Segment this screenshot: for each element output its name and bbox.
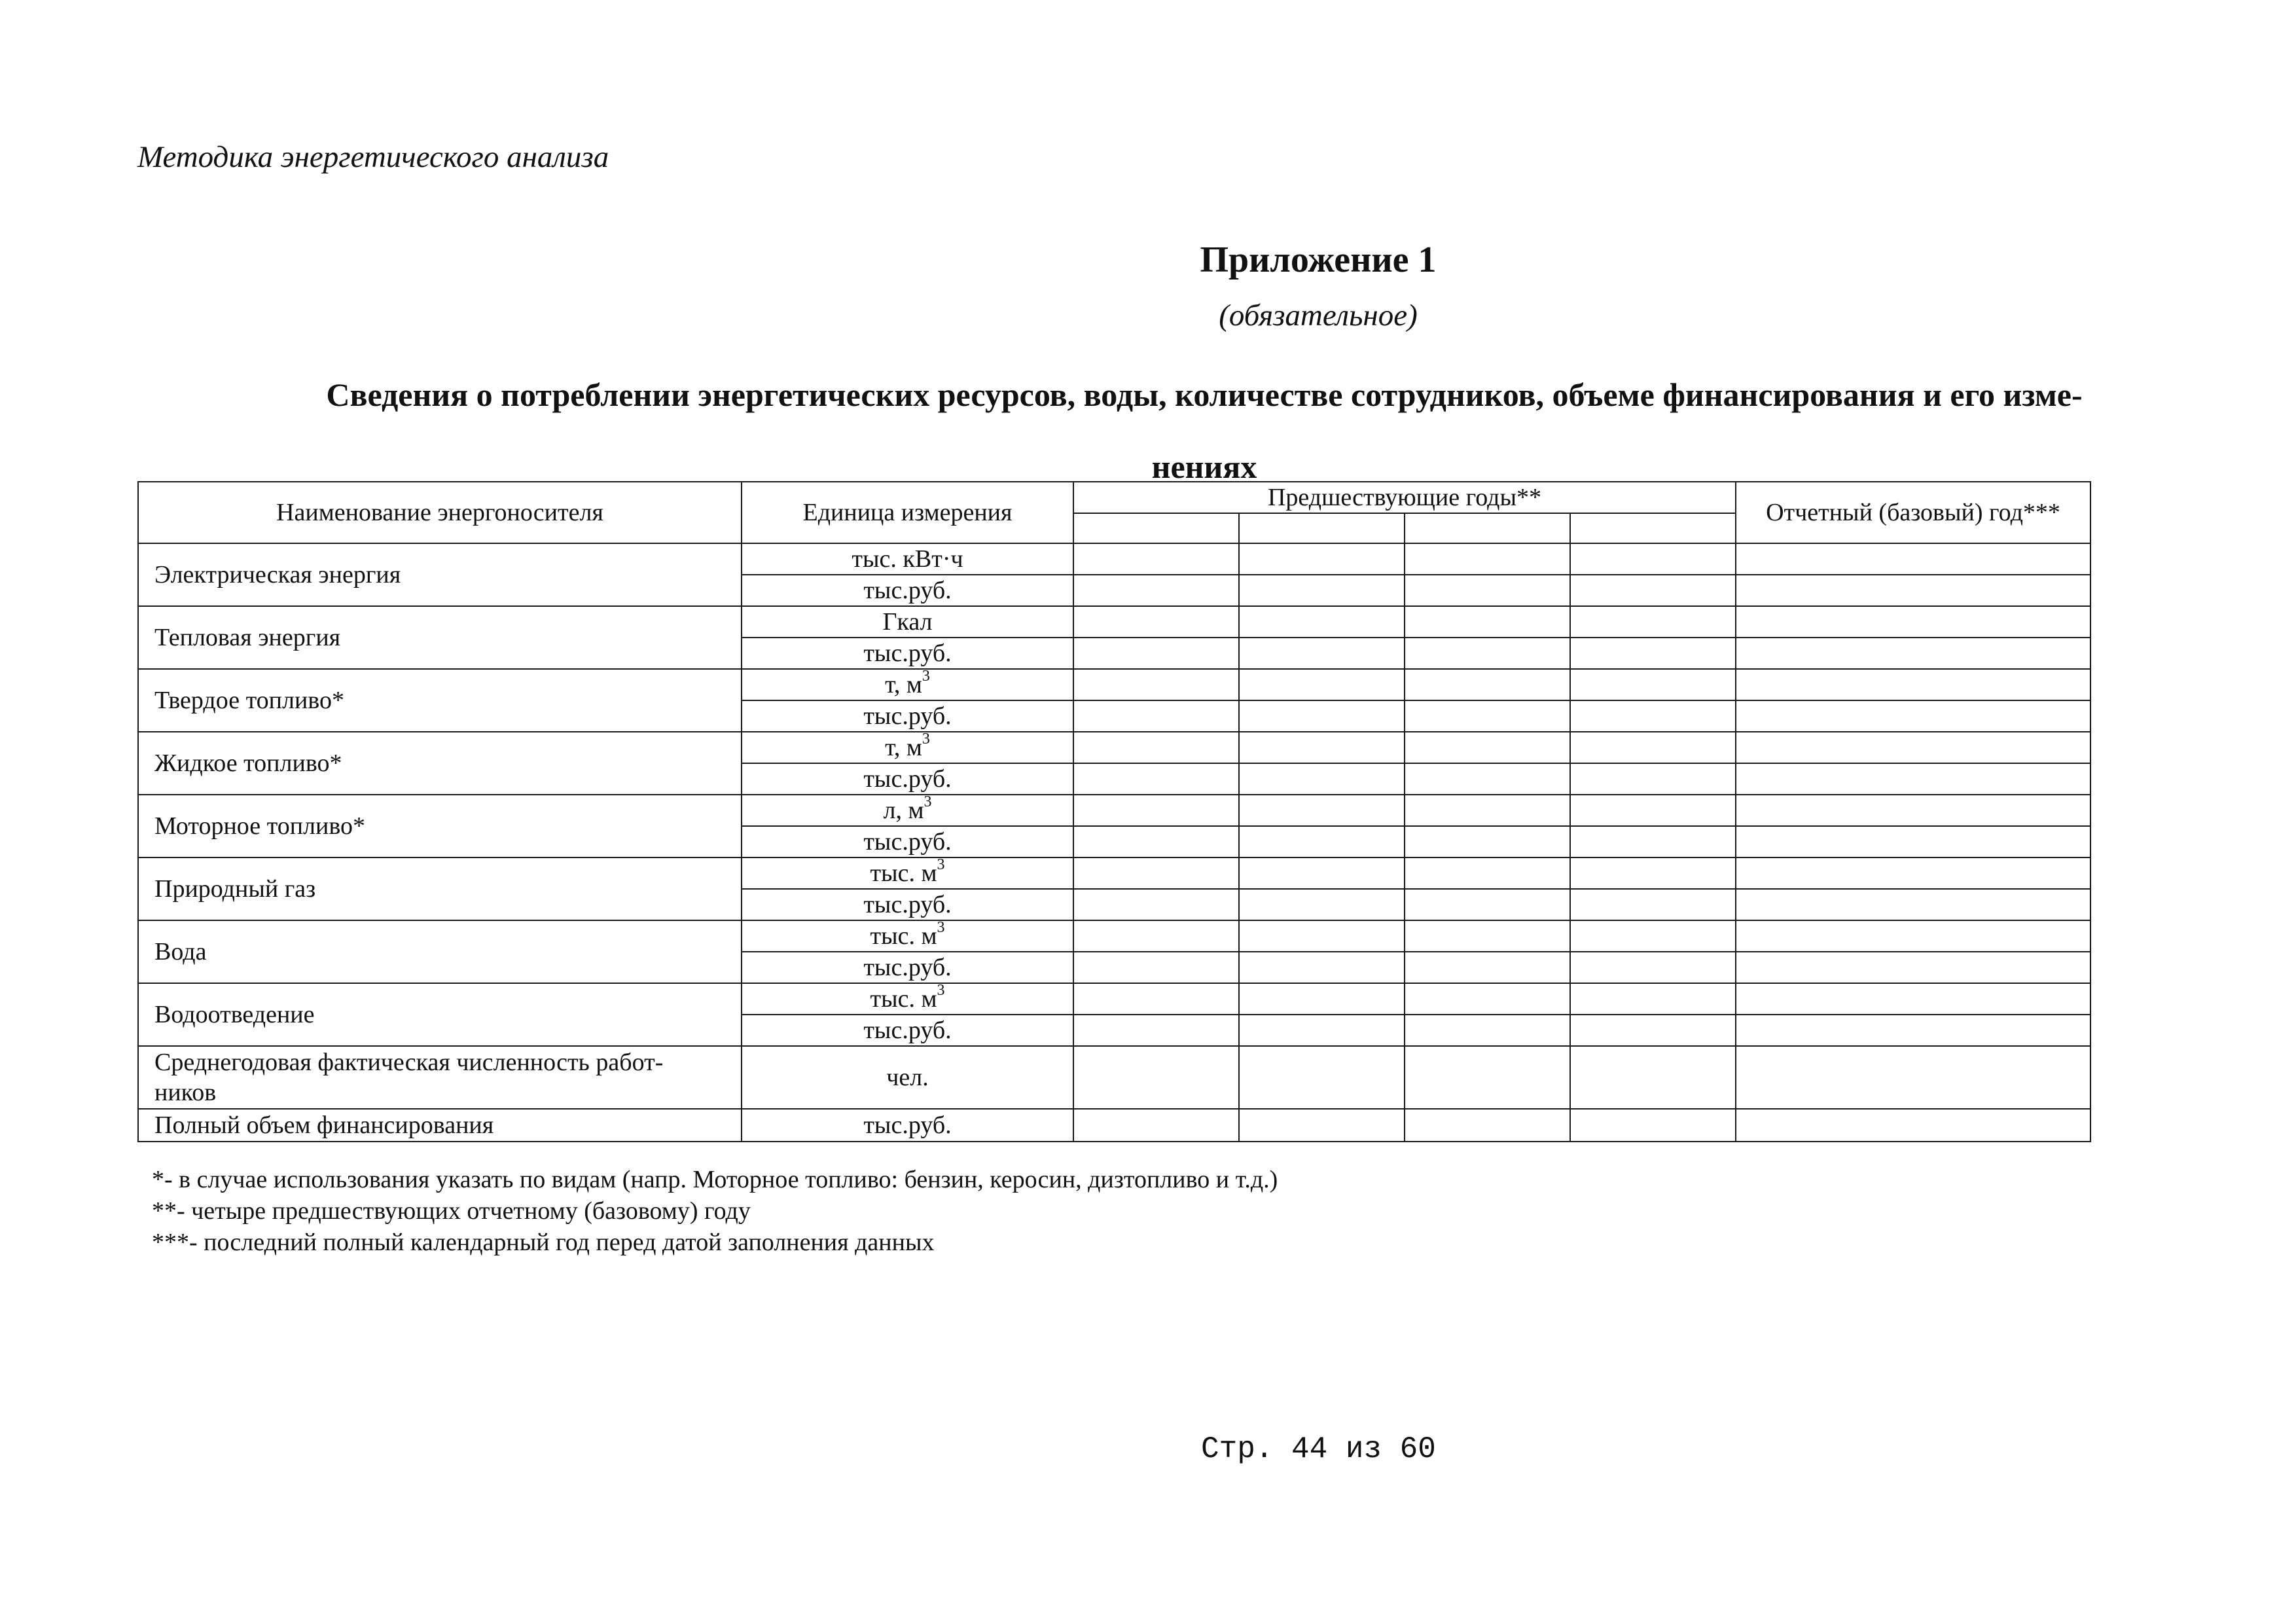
previous-year-3-header-cell[interactable] — [1405, 513, 1570, 543]
value-cell[interactable] — [1570, 543, 1736, 575]
energy-consumption-table — [137, 481, 2091, 1142]
value-cell[interactable] — [1736, 889, 2090, 920]
value-cell[interactable] — [1073, 732, 1239, 763]
resource-cost-unit — [742, 889, 1073, 920]
column-header-unit: Единица измерения — [742, 482, 1073, 543]
value-cell[interactable] — [1239, 889, 1405, 920]
funding-row-label: Полный объем финансирования — [138, 1109, 742, 1142]
previous-year-4-header-cell[interactable] — [1570, 513, 1736, 543]
value-cell[interactable] — [1570, 1015, 1736, 1046]
value-cell[interactable] — [1736, 543, 2090, 575]
value-cell[interactable] — [1570, 889, 1736, 920]
unit-superscript: 3 — [922, 731, 930, 748]
running-header: Методика энергетического анализа — [137, 140, 609, 174]
value-cell[interactable] — [1570, 857, 1736, 889]
value-cell[interactable] — [1405, 1109, 1570, 1142]
value-cell[interactable] — [1405, 889, 1570, 920]
value-cell[interactable] — [1405, 700, 1570, 732]
value-cell[interactable] — [1736, 1015, 2090, 1046]
staff-row-label-line-1: Среднегодовая фактическая численность работ- — [154, 1049, 664, 1076]
unit-text: тыс.руб. — [863, 702, 952, 730]
value-cell[interactable] — [1405, 826, 1570, 857]
value-cell[interactable] — [1405, 920, 1570, 952]
table-row — [138, 669, 2090, 700]
value-cell[interactable] — [1239, 1015, 1405, 1046]
appendix-subtitle: (обязательное) — [1219, 298, 1418, 333]
value-cell[interactable] — [1736, 638, 2090, 669]
value-cell[interactable] — [1736, 575, 2090, 606]
table-row — [138, 857, 2090, 889]
resource-unit — [742, 669, 1073, 700]
value-cell[interactable] — [1239, 920, 1405, 952]
value-cell[interactable] — [1239, 543, 1405, 575]
value-cell[interactable] — [1736, 606, 2090, 638]
value-cell[interactable] — [1239, 669, 1405, 700]
resource-name: Твердое топливо* — [138, 669, 742, 732]
unit-text: Гкал — [882, 608, 933, 636]
resource-name: Тепловая энергия — [138, 606, 742, 669]
unit-text: тыс.руб. — [863, 640, 952, 667]
unit-superscript: 3 — [922, 668, 930, 685]
resource-name: Жидкое топливо* — [138, 732, 742, 795]
table-row — [138, 795, 2090, 826]
value-cell[interactable] — [1239, 763, 1405, 795]
unit-superscript: 3 — [924, 793, 932, 811]
value-cell[interactable] — [1405, 543, 1570, 575]
resource-unit — [742, 857, 1073, 889]
value-cell[interactable] — [1073, 826, 1239, 857]
footnote-2: **- четыре предшествующих отчетному (базовому) году — [152, 1197, 751, 1225]
value-cell[interactable] — [1239, 575, 1405, 606]
footnote-1: *- в случае использования указать по видам (напр. Моторное топливо: бензин, керосин, дизтопливо и т.д.) — [152, 1166, 1278, 1193]
value-cell[interactable] — [1405, 795, 1570, 826]
column-header-reporting-year: Отчетный (базовый) год*** — [1736, 482, 2090, 543]
value-cell[interactable] — [1239, 983, 1405, 1015]
value-cell[interactable] — [1073, 857, 1239, 889]
column-header-previous-years: Предшествующие годы** — [1073, 482, 1736, 513]
value-cell[interactable] — [1570, 1046, 1736, 1109]
value-cell[interactable] — [1239, 732, 1405, 763]
value-cell[interactable] — [1405, 606, 1570, 638]
resource-cost-unit — [742, 575, 1073, 606]
value-cell[interactable] — [1736, 763, 2090, 795]
value-cell[interactable] — [1405, 638, 1570, 669]
value-cell[interactable] — [1073, 700, 1239, 732]
value-cell[interactable] — [1405, 732, 1570, 763]
value-cell[interactable] — [1570, 983, 1736, 1015]
unit-superscript: 3 — [937, 856, 945, 874]
value-cell[interactable] — [1073, 606, 1239, 638]
unit-text: тыс. м — [870, 922, 937, 950]
value-cell[interactable] — [1736, 1109, 2090, 1142]
resource-name: Вода — [138, 920, 742, 983]
funding-row-unit: тыс.руб. — [742, 1109, 1073, 1142]
value-cell[interactable] — [1570, 1109, 1736, 1142]
value-cell[interactable] — [1736, 795, 2090, 826]
value-cell[interactable] — [1405, 983, 1570, 1015]
value-cell[interactable] — [1239, 857, 1405, 889]
value-cell[interactable] — [1239, 638, 1405, 669]
value-cell[interactable] — [1239, 606, 1405, 638]
unit-text: тыс.руб. — [863, 1017, 952, 1044]
value-cell[interactable] — [1073, 543, 1239, 575]
table-row — [138, 543, 2090, 575]
resource-cost-unit — [742, 826, 1073, 857]
value-cell[interactable] — [1239, 795, 1405, 826]
value-cell[interactable] — [1073, 763, 1239, 795]
value-cell[interactable] — [1570, 826, 1736, 857]
value-cell[interactable] — [1405, 1046, 1570, 1109]
value-cell[interactable] — [1239, 1109, 1405, 1142]
value-cell[interactable] — [1570, 952, 1736, 983]
heading-line-1: Сведения о потреблении энергетических ресурсов, воды, количестве сотрудников, объеме финансирования и его изме- — [326, 376, 2083, 413]
value-cell[interactable] — [1736, 920, 2090, 952]
unit-text: тыс. м — [870, 859, 937, 887]
value-cell[interactable] — [1073, 1046, 1239, 1109]
value-cell[interactable] — [1570, 606, 1736, 638]
unit-text: тыс.руб. — [863, 828, 952, 856]
value-cell[interactable] — [1570, 700, 1736, 732]
value-cell[interactable] — [1073, 983, 1239, 1015]
staff-row-label-line-2: ников — [154, 1079, 217, 1106]
value-cell[interactable] — [1073, 889, 1239, 920]
resource-cost-unit — [742, 638, 1073, 669]
page-number: Стр. 44 из 60 — [1201, 1432, 1436, 1466]
staff-row-unit: чел. — [742, 1046, 1073, 1109]
value-cell[interactable] — [1073, 669, 1239, 700]
table-row — [138, 732, 2090, 763]
value-cell[interactable] — [1736, 952, 2090, 983]
footnotes — [152, 1164, 1278, 1258]
value-cell[interactable] — [1570, 575, 1736, 606]
unit-text: л, м — [883, 797, 924, 824]
resource-cost-unit — [742, 1015, 1073, 1046]
value-cell[interactable] — [1570, 763, 1736, 795]
resource-unit — [742, 795, 1073, 826]
value-cell[interactable] — [1405, 763, 1570, 795]
value-cell[interactable] — [1736, 1046, 2090, 1109]
value-cell[interactable] — [1570, 669, 1736, 700]
resource-name: Природный газ — [138, 857, 742, 920]
value-cell[interactable] — [1073, 1109, 1239, 1142]
value-cell[interactable] — [1073, 795, 1239, 826]
value-cell[interactable] — [1570, 638, 1736, 669]
unit-superscript: 3 — [937, 919, 945, 937]
resource-rows — [138, 543, 2090, 1046]
value-cell[interactable] — [1405, 669, 1570, 700]
resource-name: Водоотведение — [138, 983, 742, 1046]
resource-unit — [742, 543, 1073, 575]
value-cell[interactable] — [1405, 1015, 1570, 1046]
value-cell[interactable] — [1239, 826, 1405, 857]
value-cell[interactable] — [1736, 857, 2090, 889]
resource-name: Электрическая энергия — [138, 543, 742, 606]
column-header-name: Наименование энергоносителя — [138, 482, 742, 543]
unit-text: тыс.руб. — [863, 954, 952, 981]
value-cell[interactable] — [1073, 920, 1239, 952]
heading-line-2: нениях — [1151, 448, 1257, 485]
unit-text: тыс. м — [870, 985, 937, 1013]
value-cell[interactable] — [1405, 857, 1570, 889]
table-row — [138, 983, 2090, 1015]
resource-unit — [742, 732, 1073, 763]
unit-text: т, м — [885, 671, 922, 698]
resource-unit — [742, 606, 1073, 638]
unit-text: тыс.руб. — [863, 891, 952, 918]
value-cell[interactable] — [1073, 952, 1239, 983]
resource-unit — [742, 920, 1073, 952]
unit-text: тыс.руб. — [863, 765, 952, 793]
value-cell[interactable] — [1239, 952, 1405, 983]
appendix-title: Приложение 1 — [1200, 240, 1437, 280]
resource-unit — [742, 983, 1073, 1015]
value-cell[interactable] — [1239, 700, 1405, 732]
unit-text: тыс. кВт·ч — [852, 545, 963, 573]
table-row — [138, 920, 2090, 952]
table-row — [138, 606, 2090, 638]
resource-cost-unit — [742, 763, 1073, 795]
value-cell[interactable] — [1570, 920, 1736, 952]
unit-superscript: 3 — [937, 982, 945, 1000]
value-cell[interactable] — [1073, 575, 1239, 606]
value-cell[interactable] — [1405, 575, 1570, 606]
value-cell[interactable] — [1736, 826, 2090, 857]
resource-cost-unit — [742, 952, 1073, 983]
value-cell[interactable] — [1073, 638, 1239, 669]
value-cell[interactable] — [1239, 1046, 1405, 1109]
value-cell[interactable] — [1570, 795, 1736, 826]
value-cell[interactable] — [1736, 669, 2090, 700]
value-cell[interactable] — [1736, 700, 2090, 732]
value-cell[interactable] — [1405, 952, 1570, 983]
resource-name: Моторное топливо* — [138, 795, 742, 857]
unit-text: т, м — [885, 734, 922, 761]
unit-text: тыс.руб. — [863, 577, 952, 604]
value-cell[interactable] — [1073, 1015, 1239, 1046]
value-cell[interactable] — [1736, 983, 2090, 1015]
previous-year-2-header-cell[interactable] — [1239, 513, 1405, 543]
previous-year-1-header-cell[interactable] — [1073, 513, 1239, 543]
staff-row-label — [138, 1046, 742, 1109]
value-cell[interactable] — [1736, 732, 2090, 763]
resource-cost-unit — [742, 700, 1073, 732]
footnote-3: ***- последний полный календарный год перед датой заполнения данных — [152, 1229, 935, 1256]
value-cell[interactable] — [1570, 732, 1736, 763]
